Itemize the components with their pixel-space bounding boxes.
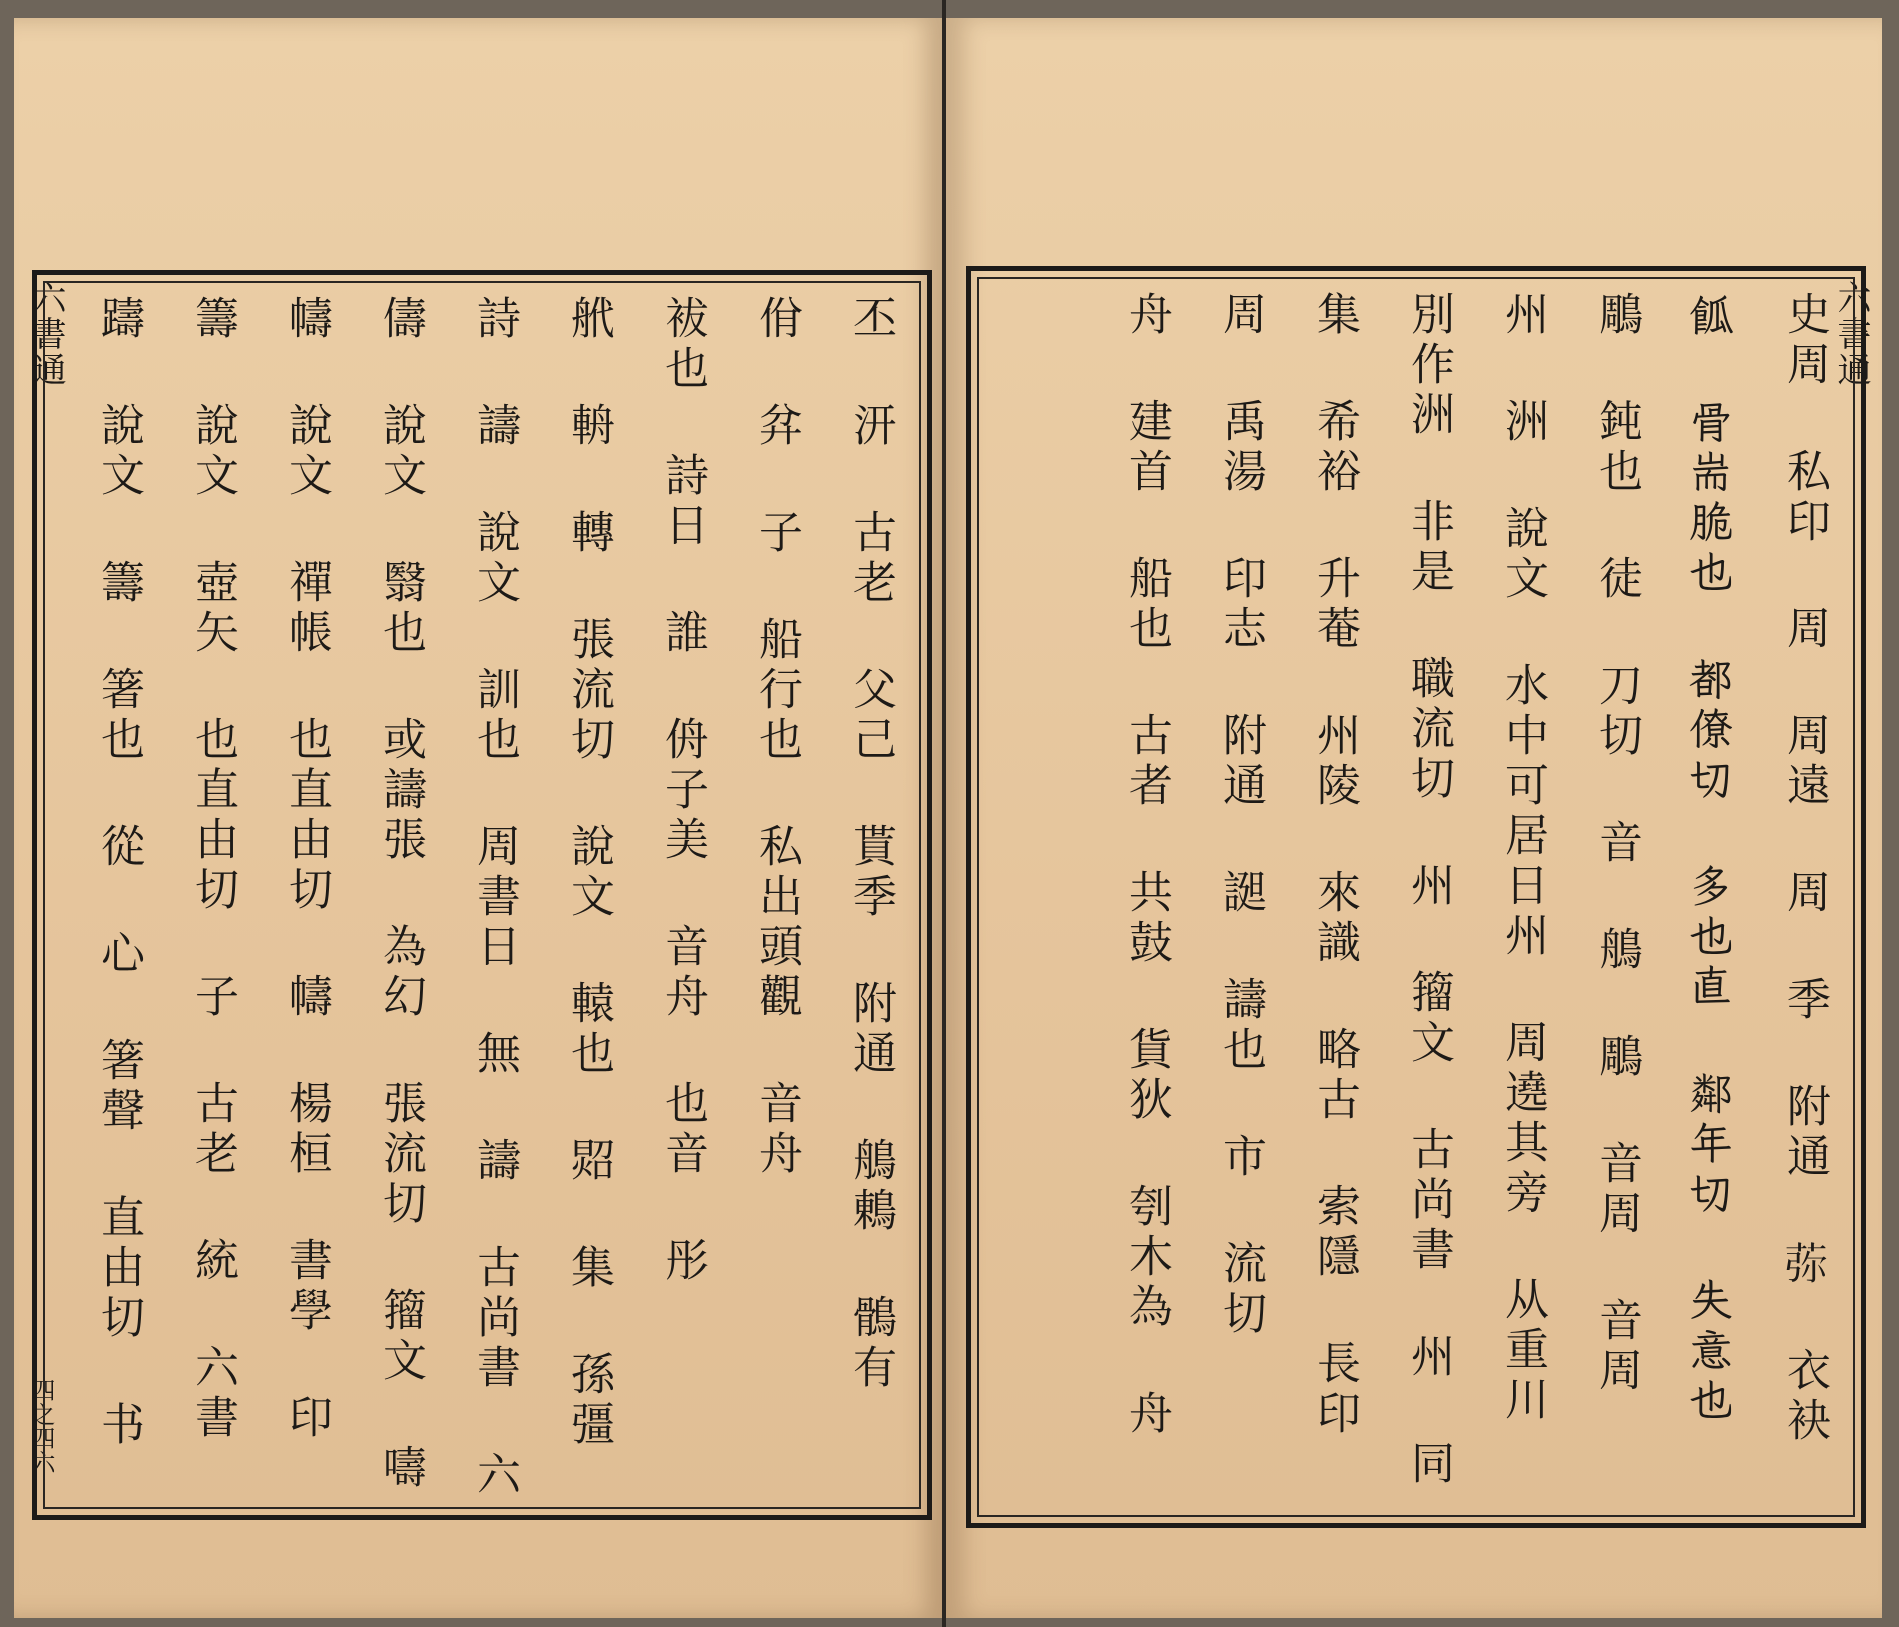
left-text-frame	[32, 270, 932, 1520]
right-page	[946, 18, 1882, 1618]
right-column-2: 𩛃 骨耑脆也 都僚切 多也直 鄰年切 失意也	[1685, 291, 1736, 1426]
left-column-9: 躊 說文 籌 箸也 從 心 箸聲 直由切 书	[93, 295, 144, 1451]
left-column-1: 丕 汧 古老 父己 貰季 附通 鵃鶇 鶻有	[845, 295, 896, 1394]
left-column-4: 𦨮 輈 轉 張流切 說文 轅也 㷖 集 孫彊	[563, 295, 614, 1451]
right-column-8: 舟 建首 船也 古者 共鼓 貨狄 刳木為 舟	[1121, 291, 1172, 1440]
left-column-5: 詩 譸 說文 訓也 周書日 無 譸 古尚書 六	[469, 295, 520, 1501]
right-margin-title: 六書通	[1831, 280, 1871, 388]
left-margin-title: 六書通	[26, 280, 66, 388]
left-column-8: 籌 說文 壺矢 也直由切 子 古老 統 六書	[187, 295, 238, 1444]
left-column-6: 儔 說文 翳也 或譸張 為幻 張流切 籀文 嚋	[375, 295, 426, 1494]
right-column-1: 史周 私印 周 周遠 周 季 附通 𦰴 衣袂	[1779, 291, 1830, 1447]
left-column-2: 佾 弅 子 船行也 私出頭觀 音舟	[751, 295, 802, 1180]
right-text-frame	[966, 266, 1866, 1528]
right-column-5: 別作洲 非是 職流切 州 籀文 古尚書 州 同	[1403, 291, 1454, 1490]
left-text-columns	[51, 289, 913, 1501]
right-column-7: 周 禹湯 印志 附通 𧩙 譸也 市 流切	[1215, 291, 1266, 1340]
left-leaf-number: 四之四六	[27, 1378, 55, 1474]
right-column-4: 州 洲 說文 水中可居日州 周遶其旁 从重川	[1497, 291, 1548, 1426]
left-page	[14, 18, 944, 1618]
right-column-6: 集 希裕 升菴 州陵 來識 略古 索隱 長印	[1309, 291, 1360, 1440]
left-column-3: 袚也 詩日 誰 侜子美 音舟 也音 彤	[657, 295, 708, 1287]
right-column-3: 鵰 鈍也 徒 刀切 音 鵃 鵰 音周 音周	[1591, 291, 1642, 1397]
left-column-7: 幬 說文 禪帳 也直由切 幬 楊桓 書學 印	[281, 295, 332, 1444]
right-text-columns	[985, 285, 1847, 1509]
